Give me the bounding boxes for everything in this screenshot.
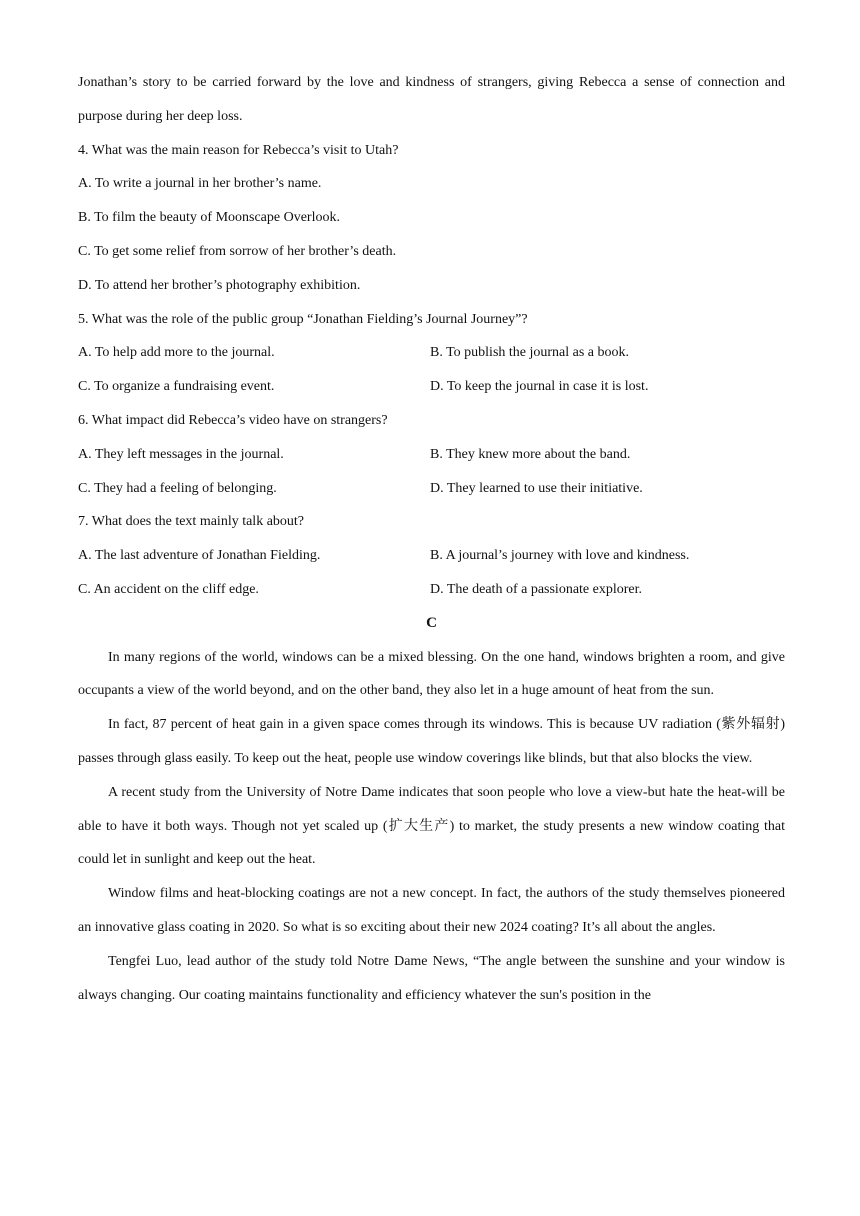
section-title: C (426, 614, 437, 631)
option-b: B. To film the beauty of Moonscape Overlook. (78, 210, 340, 226)
options-row (78, 370, 785, 404)
option-c: C. To get some relief from sorrow of her brother’s death. (78, 243, 397, 259)
question-5 (78, 303, 785, 404)
question-4 (78, 134, 785, 303)
passage-paragraph: In fact, 87 percent of heat gain in a given space comes through its windows. This is because UV radiation (紫外辐射) passes through glass easily. To keep out the heat, people use window coverings like blinds, but that also blocks the view. (78, 717, 785, 766)
option-b: B. To publish the journal as a book. (430, 345, 630, 361)
passage-paragraph: A recent study from the University of Notre Dame indicates that soon people who love a view-but hate the heat-will be able to have it both ways. Though not yet scaled up (扩大生产) to market, the study presents a new window coating that could let in sunlight and keep out the heat. (78, 784, 785, 868)
option-a: A. The last adventure of Jonathan Fielding. (78, 548, 321, 564)
option-c: C. An accident on the cliff edge. (78, 581, 259, 597)
question-stem: 7. What does the text mainly talk about? (78, 514, 305, 530)
option-d: D. The death of a passionate explorer. (430, 581, 643, 597)
question-stem: 4. What was the main reason for Rebecca’s visit to Utah? (78, 142, 399, 158)
question-stem: 6. What impact did Rebecca’s video have on strangers? (78, 412, 388, 428)
option-d: D. To keep the journal in case it is lost. (430, 379, 649, 395)
option-a: A. To help add more to the journal. (78, 345, 275, 361)
options-row (78, 539, 785, 573)
passage-paragraph: In many regions of the world, windows can be a mixed blessing. On the one hand, windows brighten a room, and give occupants a view of the world beyond, and on the other band, they also let in a huge amount of heat from the sun. (78, 649, 785, 699)
options-row (78, 472, 785, 506)
options-row (78, 573, 785, 607)
intro-paragraph: Jonathan’s story to be carried forward by the love and kindness of strangers, giving Rebecca a sense of connection and purpose during her deep loss. (78, 75, 785, 124)
question-stem: 5. What was the role of the public group “Jonathan Fielding’s Journal Journey”? (78, 311, 528, 327)
options-row (78, 336, 785, 370)
options-row (78, 438, 785, 472)
passage-paragraph: Tengfei Luo, lead author of the study told Notre Dame News, “The angle between the sunshine and your window is always changing. Our coating maintains functionality and efficiency whatever the sun's position in the (78, 953, 785, 1003)
option-a: A. To write a journal in her brother’s name. (78, 176, 322, 192)
passage-paragraph: Window films and heat-blocking coatings are not a new concept. In fact, the authors of the study themselves pioneered an innovative glass coating in 2020. So what is so exciting about their new 2024 coating? It’s all about the angles. (78, 886, 785, 935)
option-a: A. They left messages in the journal. (78, 446, 284, 462)
option-d: D. To attend her brother’s photography exhibition. (78, 277, 361, 293)
question-6 (78, 404, 785, 505)
option-b: B. A journal’s journey with love and kindness. (430, 548, 690, 564)
option-d: D. They learned to use their initiative. (430, 480, 643, 496)
option-b: B. They knew more about the band. (430, 446, 631, 462)
document-page (78, 66, 785, 1012)
question-7 (78, 505, 785, 606)
option-c: C. They had a feeling of belonging. (78, 480, 277, 496)
option-c: C. To organize a fundraising event. (78, 379, 275, 395)
